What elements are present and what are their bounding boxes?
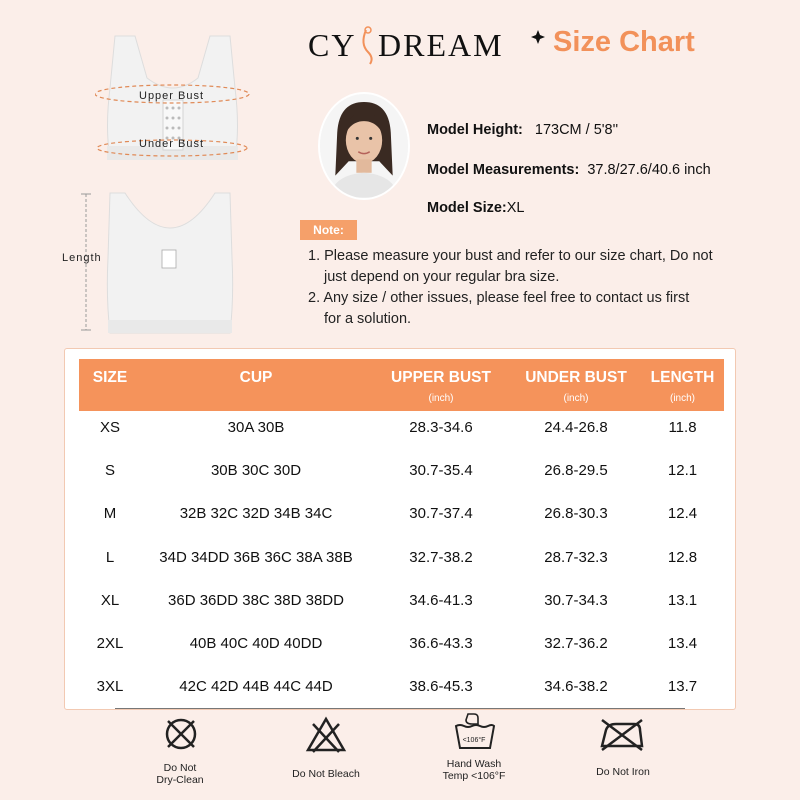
cell-upper-bust: 36.6-43.3 xyxy=(409,635,473,652)
cell-under-bust: 26.8-29.5 xyxy=(544,462,608,480)
model-height xyxy=(427,122,618,138)
cell-upper-bust: 28.3-34.6 xyxy=(409,419,473,436)
cell-length: 12.4 xyxy=(667,505,698,523)
cell-under-bust: 28.7-32.3 xyxy=(544,548,608,566)
cell-length: 13.7 xyxy=(667,678,698,696)
cell-cup: 30B 30C 30D xyxy=(210,462,302,480)
note-line-1a: 1. Please measure your bust and refer to our size chart, Do not xyxy=(308,248,713,264)
model-size-key: Model Size: xyxy=(427,200,507,216)
cell-under-bust: 26.8-30.3 xyxy=(544,505,608,523)
cell-under-bust: 32.7-36.2 xyxy=(544,635,608,652)
care-label-hand-wash-line1: Hand Wash xyxy=(446,758,502,770)
header-upper-bust: UPPER BUST xyxy=(391,369,491,386)
care-label-dry-clean xyxy=(130,762,230,786)
cell-size: XL xyxy=(100,591,120,609)
svg-text:DREAM: DREAM xyxy=(378,27,504,63)
care-label-hand-wash-line2: Temp <106°F xyxy=(442,770,506,782)
care-label-dry-clean-line1: Do Not xyxy=(163,762,197,774)
cell-length: 13.1 xyxy=(667,591,698,609)
header-under-bust: UNDER BUST xyxy=(525,369,627,386)
header-length-unit: (inch) xyxy=(669,393,695,404)
under-bust-label: Under Bust xyxy=(139,138,205,150)
cell-size: M xyxy=(103,505,117,523)
cell-length: 11.8 xyxy=(668,419,697,436)
care-label-dry-clean-line2: Dry-Clean xyxy=(156,774,204,786)
cell-upper-bust: 34.6-41.3 xyxy=(409,591,473,609)
care-label-hand-wash xyxy=(424,758,524,782)
note-line-1b: just depend on your regular bra size. xyxy=(324,269,560,285)
cell-upper-bust: 38.6-45.3 xyxy=(409,678,473,696)
page-title: Size Chart xyxy=(553,26,695,58)
model-size xyxy=(427,200,525,216)
no-bleach-icon xyxy=(305,716,347,754)
cell-cup: 34D 34DD 36B 36C 38A 38B xyxy=(159,548,353,566)
cell-upper-bust: 32.7-38.2 xyxy=(409,548,473,566)
note-line-2b: for a solution. xyxy=(324,311,412,327)
cell-upper-bust: 30.7-37.4 xyxy=(409,505,473,523)
table-header xyxy=(79,359,724,411)
cell-under-bust: 24.4-26.8 xyxy=(544,419,608,436)
model-portrait xyxy=(318,92,410,200)
note-line-2a: 2. Any size / other issues, please feel free to contact us first xyxy=(308,290,690,306)
hand-wash-icon xyxy=(452,712,496,750)
header-upper-bust-unit: (inch) xyxy=(428,393,454,404)
no-dry-clean-icon xyxy=(163,716,199,752)
cell-under-bust: 30.7-34.3 xyxy=(544,591,608,609)
cell-upper-bust: 30.7-35.4 xyxy=(409,462,473,480)
brand-logo xyxy=(308,22,548,66)
header-cup: CUP xyxy=(239,369,273,386)
cell-under-bust: 34.6-38.2 xyxy=(544,678,608,696)
cell-length: 12.8 xyxy=(667,548,698,566)
svg-text:CY: CY xyxy=(308,27,357,63)
model-height-key: Model Height: xyxy=(427,122,523,138)
cell-cup: 40B 40C 40D 40DD xyxy=(189,635,323,652)
cell-size: L xyxy=(105,548,115,566)
cell-cup: 32B 32C 32D 34B 34C xyxy=(179,505,333,523)
hand-wash-temp-badge: <106°F xyxy=(462,737,486,744)
cell-size: 3XL xyxy=(96,678,124,696)
size-table xyxy=(64,348,736,710)
model-measurements-key: Model Measurements: xyxy=(427,162,580,178)
model-measurements xyxy=(427,162,711,178)
cell-cup: 30A 30B xyxy=(227,419,285,436)
cell-length: 13.4 xyxy=(667,635,698,652)
upper-bust-label: Upper Bust xyxy=(139,90,205,102)
header-under-bust-unit: (inch) xyxy=(563,393,589,404)
care-divider xyxy=(115,708,685,709)
cell-size: XS xyxy=(99,419,120,436)
model-height-value: 173CM / 5'8'' xyxy=(534,122,619,138)
cell-cup: 42C 42D 44B 44C 44D xyxy=(179,678,333,696)
garment-back-image xyxy=(100,188,240,338)
note-tag: Note: xyxy=(300,220,357,240)
care-label-iron: Do Not Iron xyxy=(596,766,650,778)
header-length: LENGTH xyxy=(650,369,715,386)
model-measurements-value: 37.8/27.6/40.6 inch xyxy=(587,162,711,178)
cell-length: 12.1 xyxy=(667,462,698,480)
length-label: Length xyxy=(62,252,102,264)
cell-size: S xyxy=(104,462,115,480)
header-size: SIZE xyxy=(92,369,128,386)
care-label-bleach: Do Not Bleach xyxy=(292,768,360,780)
model-size-value: XL xyxy=(506,200,525,216)
cell-cup: 36D 36DD 38C 38D 38DD xyxy=(168,591,344,609)
no-iron-icon xyxy=(598,718,646,752)
cell-size: 2XL xyxy=(96,635,124,652)
garment-front-image xyxy=(95,28,250,178)
